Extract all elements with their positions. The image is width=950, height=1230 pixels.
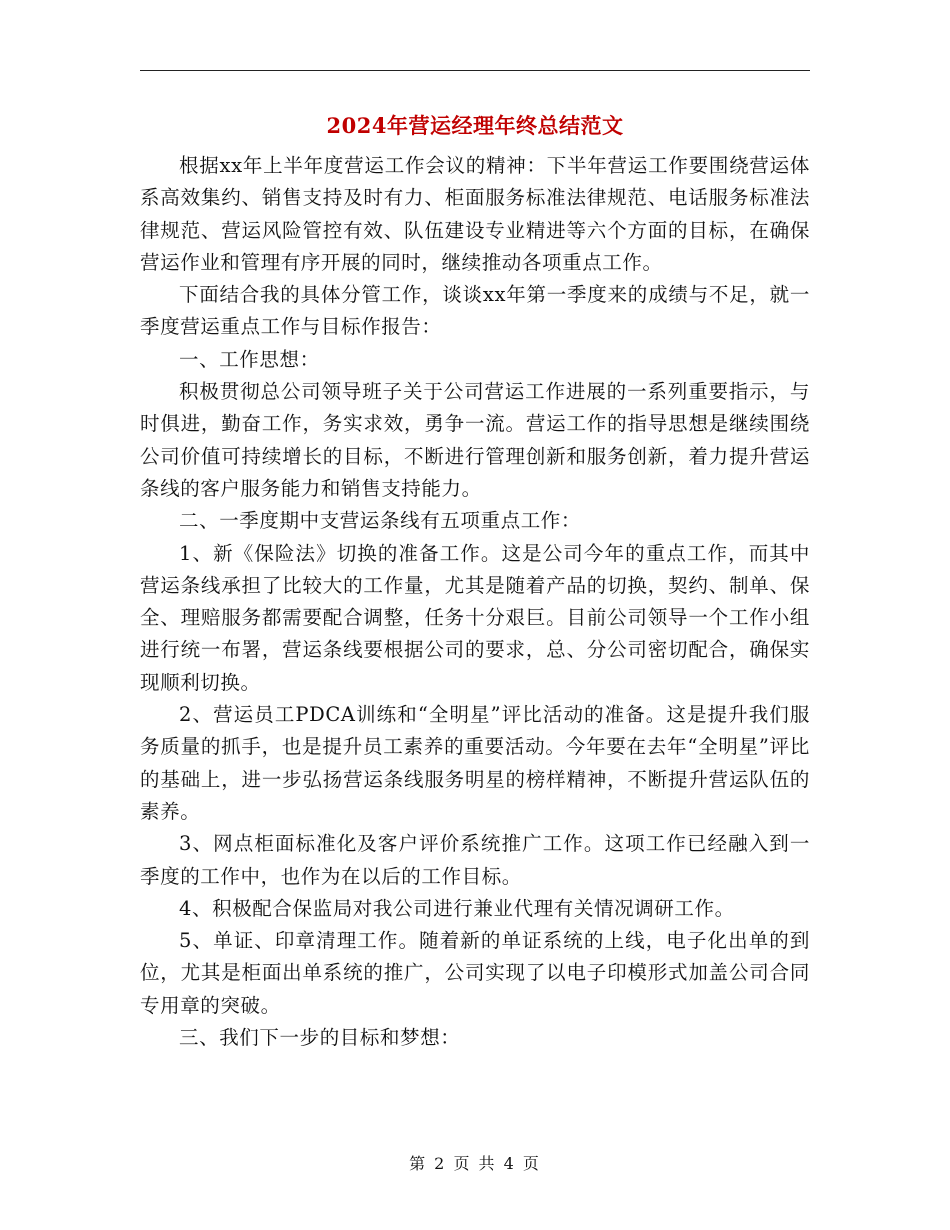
paragraph-task-3: 3、网点柜面标准化及客户评价系统推广工作。这项工作已经融入到一季度的工作中，也作为在以后的工作目标。	[140, 832, 810, 888]
paragraph-task-5: 5、单证、印章清理工作。随着新的单证系统的上线，电子化出单的到位，尤其是柜面出单系统的推广，公司实现了以电子印模形式加盖公司合同专用章的突破。	[140, 929, 810, 1017]
page-footer: 第 2 页 共 4 页	[409, 1154, 541, 1173]
paragraph-work-thought: 积极贯彻总公司领导班子关于公司营运工作进展的一系列重要指示，与时俱进，勤奋工作，务实求效，勇争一流。营运工作的指导思想是继续围绕公司价值可持续增长的目标，不断进行管理创新和服务创新，着力提升营运条线的客户服务能力和销售支持能力。	[140, 380, 810, 500]
document-title: 2024年营运经理年终总结范文	[326, 113, 624, 138]
paragraph-task-1: 1、新《保险法》切换的准备工作。这是公司今年的重点工作，而其中营运条线承担了比较大的工作量，尤其是随着产品的切换，契约、制单、保全、理赔服务都需要配合调整，任务十分艰巨。目前公司领导一个工作小组进行统一布署，营运条线要根据公司的要求，总、分公司密切配合，确保实现顺利切换。	[140, 541, 810, 694]
heading-key-tasks: 二、一季度期中支营运条线有五项重点工作：	[179, 509, 582, 533]
document-body	[140, 150, 810, 1054]
paragraph-intro: 根据xx年上半年度营运工作会议的精神：下半年营运工作要围绕营运体系高效集约、销售支持及时有力、柜面服务标准法律规范、电话服务标准法律规范、营运风险管控有效、队伍建设专业精进等六个方面的目标，在确保营运作业和管理有序开展的同时，继续推动各项重点工作。	[140, 154, 810, 274]
paragraph-task-4: 4、积极配合保监局对我公司进行兼业代理有关情况调研工作。	[179, 896, 735, 920]
paragraph-task-2: 2、营运员工PDCA训练和“全明星”评比活动的准备。这是提升我们服务质量的抓手，也是提升员工素养的重要活动。今年要在去年“全明星”评比的基础上，进一步弘扬营运条线服务明星的榜样精神，不断提升营运队伍的素养。	[140, 703, 810, 823]
heading-next-goals: 三、我们下一步的目标和梦想：	[179, 1026, 461, 1050]
heading-work-thought: 一、工作思想：	[179, 347, 320, 371]
header-rule	[140, 70, 810, 71]
paragraph-report-scope: 下面结合我的具体分管工作，谈谈xx年第一季度来的成绩与不足，就一季度营运重点工作与目标作报告：	[140, 283, 810, 339]
